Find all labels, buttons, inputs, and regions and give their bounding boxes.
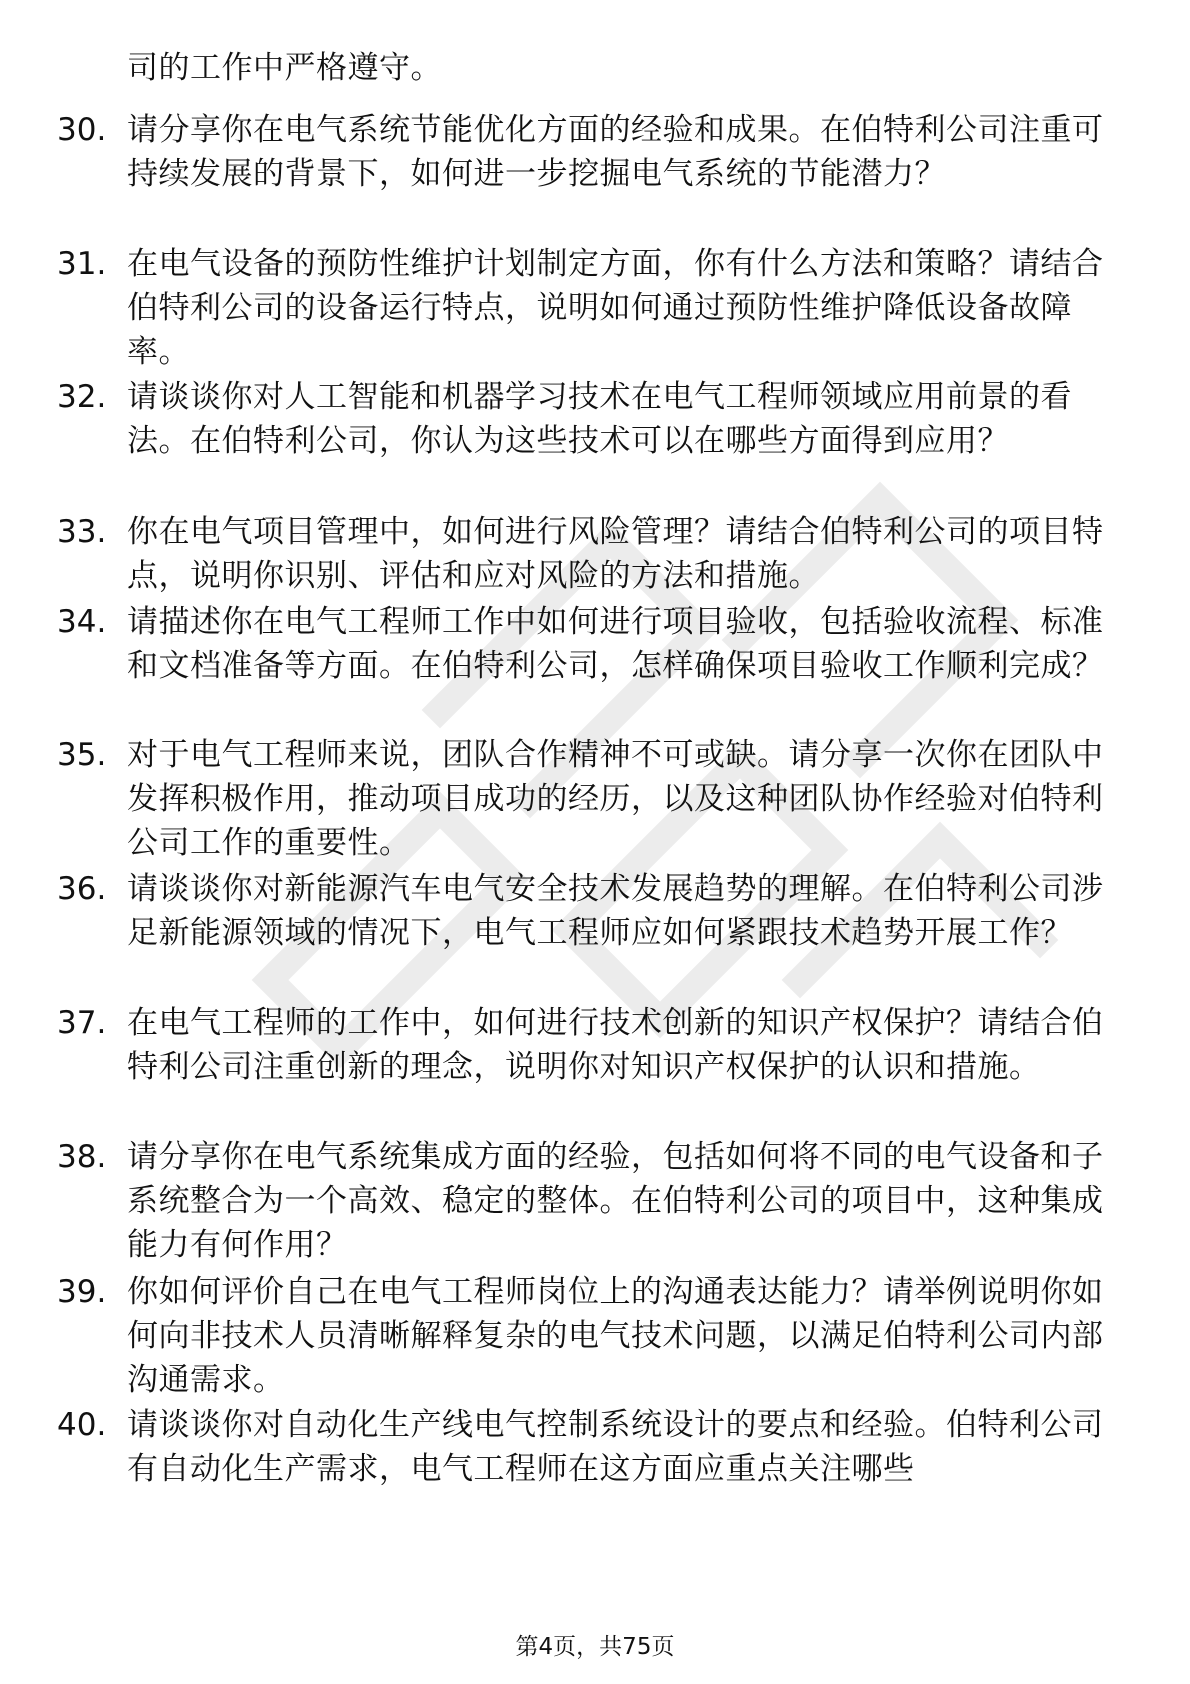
question-number: 33. [57,514,107,550]
question-number: 40. [57,1407,107,1443]
question-number: 38. [57,1139,107,1175]
question-text: 在电气工程师的工作中，如何进行技术创新的知识产权保护？请结合伯特利公司注重创新的理念，说明你对知识产权保护的认识和措施。 [127,1005,1104,1085]
question-number: 31. [57,246,107,282]
question-number: 37. [57,1005,107,1041]
carryover-text: 司的工作中严格遵守。 [127,50,442,86]
question-text: 你在电气项目管理中，如何进行风险管理？请结合伯特利公司的项目特点，说明你识别、评估和应对风险的方法和措施。 [127,514,1104,594]
question-text: 请分享你在电气系统节能优化方面的经验和成果。在伯特利公司注重可持续发展的背景下，如何进一步挖掘电气系统的节能潜力？ [127,112,1104,192]
question-text: 请谈谈你对人工智能和机器学习技术在电气工程师领域应用前景的看法。在伯特利公司，你认为这些技术可以在哪些方面得到应用？ [127,379,1072,459]
question-number: 30. [57,112,107,148]
question-text: 你如何评价自己在电气工程师岗位上的沟通表达能力？请举例说明你如何向非技术人员清晰解释复杂的电气技术问题，以满足伯特利公司内部沟通需求。 [127,1274,1104,1398]
question-text: 对于电气工程师来说，团队合作精神不可或缺。请分享一次你在团队中发挥积极作用，推动项目成功的经历，以及这种团队协作经验对伯特利公司工作的重要性。 [127,737,1104,861]
question-number: 35. [57,737,107,773]
question-number: 34. [57,604,107,640]
page-footer: 第4页，共75页 [515,1634,675,1660]
question-number: 36. [57,871,107,907]
question-text: 在电气设备的预防性维护计划制定方面，你有什么方法和策略？请结合伯特利公司的设备运行特点，说明如何通过预防性维护降低设备故障率。 [127,246,1104,370]
question-text: 请分享你在电气系统集成方面的经验，包括如何将不同的电气设备和子系统整合为一个高效、稳定的整体。在伯特利公司的项目中，这种集成能力有何作用？ [127,1139,1104,1263]
question-number: 32. [57,379,107,415]
question-text: 请描述你在电气工程师工作中如何进行项目验收，包括验收流程、标准和文档准备等方面。在伯特利公司，怎样确保项目验收工作顺利完成？ [127,604,1104,684]
question-number: 39. [57,1274,107,1310]
question-text: 请谈谈你对自动化生产线电气控制系统设计的要点和经验。伯特利公司有自动化生产需求，电气工程师在这方面应重点关注哪些 [127,1407,1104,1487]
question-text: 请谈谈你对新能源汽车电气安全技术发展趋势的理解。在伯特利公司涉足新能源领域的情况下，电气工程师应如何紧跟技术趋势开展工作？ [127,871,1104,951]
